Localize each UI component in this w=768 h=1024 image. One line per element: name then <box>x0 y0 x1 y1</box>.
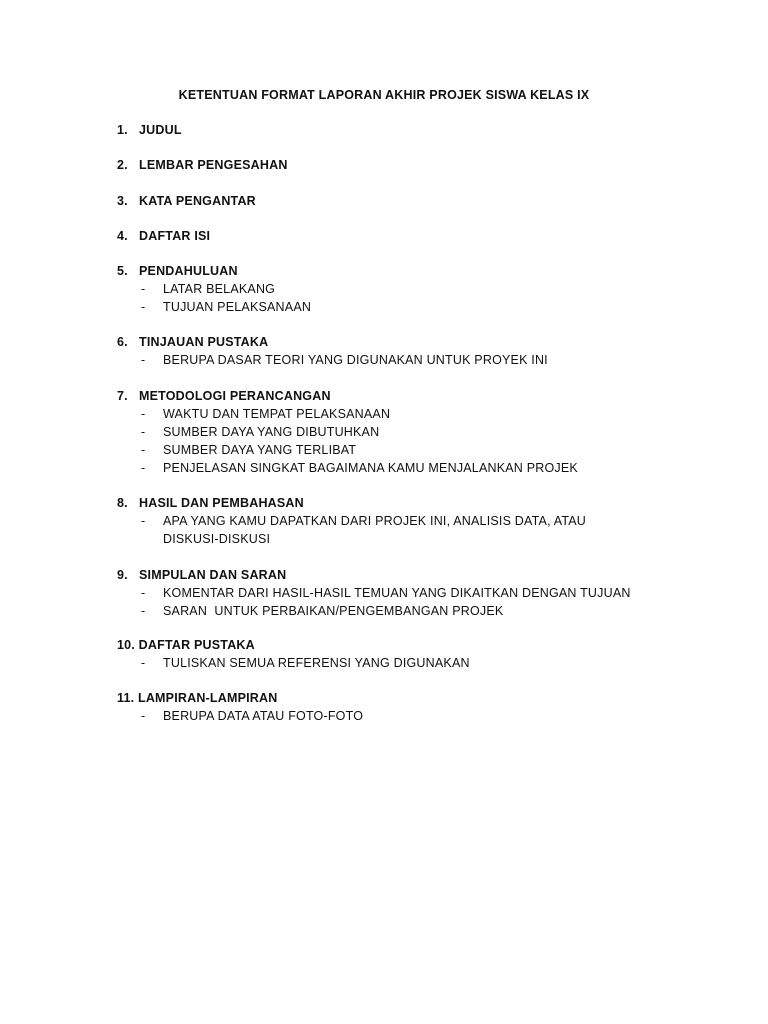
section-number: 4. <box>117 229 128 243</box>
sub-list <box>117 351 677 369</box>
section-label: LAMPIRAN-LAMPIRAN <box>137 691 278 705</box>
section-daftar-pustaka <box>117 636 677 672</box>
section-number: 9. <box>117 568 128 582</box>
list-item <box>117 654 677 672</box>
list-item-text: TULISKAN SEMUA REFERENSI YANG DIGUNAKAN <box>163 656 470 670</box>
section-label: SIMPULAN DAN SARAN <box>139 568 287 582</box>
section-lampiran <box>117 689 677 725</box>
section-heading <box>117 121 677 139</box>
section-number: 7. <box>117 389 128 403</box>
list-item <box>117 405 677 423</box>
sub-list <box>117 280 677 316</box>
section-heading <box>117 227 677 245</box>
section-heading <box>117 192 677 210</box>
section-heading <box>117 636 677 654</box>
list-item-text: BERUPA DATA ATAU FOTO-FOTO <box>163 709 364 723</box>
section-heading <box>117 333 677 351</box>
section-hasil-dan-pembahasan <box>117 494 677 548</box>
list-item <box>117 441 677 459</box>
sub-list <box>117 707 677 725</box>
list-item <box>117 423 677 441</box>
section-number: 6. <box>117 335 128 349</box>
section-heading <box>117 566 677 584</box>
list-item-text: WAKTU DAN TEMPAT PELAKSANAAN <box>163 407 391 421</box>
dash-bullet: - <box>141 709 146 723</box>
list-item-text: BERUPA DASAR TEORI YANG DIGUNAKAN UNTUK PROYEK INI <box>163 353 548 367</box>
section-number: 5. <box>117 264 128 278</box>
section-heading <box>117 387 677 405</box>
section-metodologi-perancangan <box>117 387 677 477</box>
dash-bullet: - <box>141 353 146 367</box>
dash-bullet: - <box>141 443 146 457</box>
section-label: JUDUL <box>139 123 182 137</box>
dash-bullet: - <box>141 407 146 421</box>
section-pendahuluan <box>117 262 677 316</box>
list-item <box>117 602 677 620</box>
section-label: KATA PENGANTAR <box>139 194 256 208</box>
list-item-text: SUMBER DAYA YANG TERLIBAT <box>163 443 357 457</box>
section-daftar-isi <box>117 227 677 245</box>
section-heading <box>117 262 677 280</box>
sub-list <box>117 654 677 672</box>
list-item <box>117 707 677 725</box>
section-number: 11. <box>117 691 135 705</box>
dash-bullet: - <box>141 300 146 314</box>
dash-bullet: - <box>141 514 146 528</box>
list-item-text: APA YANG KAMU DAPATKAN DARI PROJEK INI, ANALISIS DATA, ATAU DISKUSI-DISKUSI <box>163 514 587 546</box>
section-number: 2. <box>117 158 128 172</box>
dash-bullet: - <box>141 656 146 670</box>
list-item <box>117 298 677 316</box>
section-judul <box>117 121 677 139</box>
list-item-text: TUJUAN PELAKSANAAN <box>163 300 312 314</box>
list-item <box>117 512 643 548</box>
section-number: 3. <box>117 194 128 208</box>
list-item <box>117 351 677 369</box>
section-tinjauan-pustaka <box>117 333 677 369</box>
section-number: 10. <box>117 638 135 652</box>
section-label: TINJAUAN PUSTAKA <box>139 335 269 349</box>
dash-bullet: - <box>141 586 146 600</box>
list-item-text: SARAN UNTUK PERBAIKAN/PENGEMBANGAN PROJEK <box>163 604 504 618</box>
section-lembar-pengesahan <box>117 156 677 174</box>
list-item <box>117 459 677 477</box>
section-label: LEMBAR PENGESAHAN <box>139 158 288 172</box>
section-number: 1. <box>117 123 128 137</box>
dash-bullet: - <box>141 425 146 439</box>
section-label: METODOLOGI PERANCANGAN <box>139 389 331 403</box>
section-heading <box>117 689 677 707</box>
section-heading <box>117 494 677 512</box>
section-number: 8. <box>117 496 128 510</box>
list-item-text: PENJELASAN SINGKAT BAGAIMANA KAMU MENJALANKAN PROJEK <box>163 461 578 475</box>
section-label: DAFTAR PUSTAKA <box>134 638 255 652</box>
section-label: DAFTAR ISI <box>139 229 211 243</box>
section-label: PENDAHULUAN <box>139 264 238 278</box>
section-label: HASIL DAN PEMBAHASAN <box>139 496 304 510</box>
section-heading <box>117 156 677 174</box>
dash-bullet: - <box>141 461 146 475</box>
dash-bullet: - <box>141 604 146 618</box>
list-item <box>117 584 677 602</box>
list-item-text: SUMBER DAYA YANG DIBUTUHKAN <box>163 425 380 439</box>
sub-list <box>117 512 677 548</box>
sub-list <box>117 405 677 477</box>
list-item <box>117 280 677 298</box>
section-simpulan-dan-saran <box>117 566 677 620</box>
document-title: KETENTUAN FORMAT LAPORAN AKHIR PROJEK SISWA KELAS IX <box>178 88 590 102</box>
dash-bullet: - <box>141 282 146 296</box>
list-item-text: LATAR BELAKANG <box>163 282 276 296</box>
list-item-text: KOMENTAR DARI HASIL-HASIL TEMUAN YANG DIKAITKAN DENGAN TUJUAN <box>163 586 631 600</box>
section-kata-pengantar <box>117 192 677 210</box>
sub-list <box>117 584 677 620</box>
